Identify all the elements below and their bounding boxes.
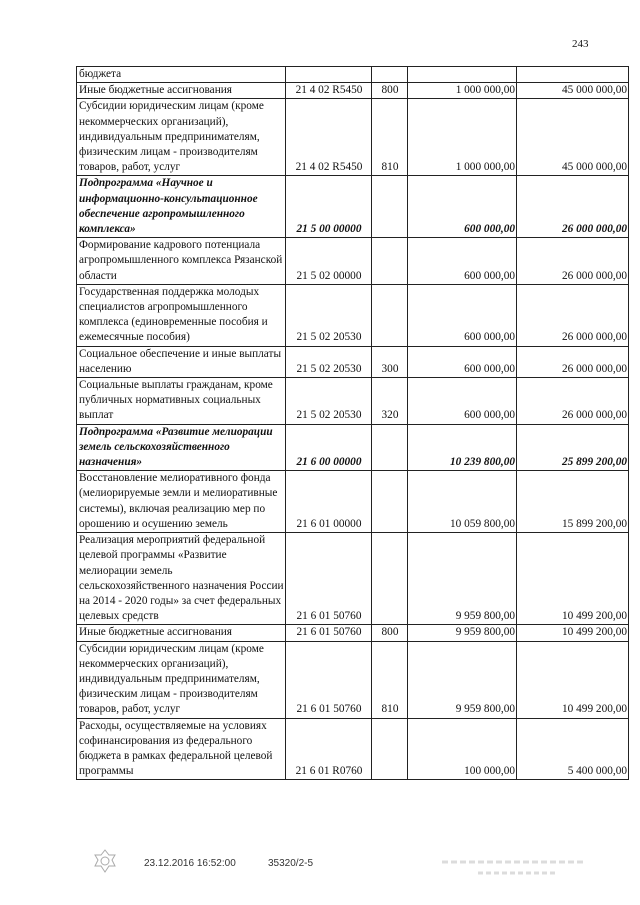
row-kvr-cell [372, 424, 408, 471]
row-amount-2018-cell: 26 000 000,00 [517, 176, 629, 238]
row-name-cell: Государственная поддержка молодых специалистов агропромышленного комплекса (единовременные пособия и ежемесячные пособия) [77, 284, 286, 346]
row-code-cell: 21 5 02 20530 [286, 284, 372, 346]
row-amount-2018-cell: 10 499 200,00 [517, 641, 629, 718]
row-name-cell: Расходы, осуществляемые на условиях софинансирования из федерального бюджета в рамках федеральной целевой программы [77, 718, 286, 780]
row-amount-2017-cell: 1 000 000,00 [408, 99, 517, 176]
row-code-cell: 21 6 01 50760 [286, 625, 372, 641]
row-amount-2017-cell: 9 959 800,00 [408, 533, 517, 625]
footer-document-id: 35320/2-5 [268, 858, 314, 869]
row-amount-2018-cell: 26 000 000,00 [517, 284, 629, 346]
table-row [77, 176, 629, 238]
row-amount-2017-cell [408, 67, 517, 83]
row-kvr-cell [372, 176, 408, 238]
row-name-cell: Иные бюджетные ассигнования [77, 625, 286, 641]
row-kvr-cell [372, 718, 408, 780]
row-kvr-cell [372, 471, 408, 533]
row-amount-2017-cell: 600 000,00 [408, 346, 517, 377]
row-name-cell: Социальные выплаты гражданам, кроме публичных нормативных социальных выплат [77, 378, 286, 425]
row-amount-2018-cell: 25 899 200,00 [517, 424, 629, 471]
table-row [77, 378, 629, 425]
table-row [77, 83, 629, 99]
row-name-cell: Подпрограмма «Развитие мелиорации земель сельскохозяйственного назначения» [77, 424, 286, 471]
row-name-cell: Субсидии юридическим лицам (кроме некоммерческих организаций), индивидуальным предпринимателям, физическим лицам - производителям товаров, работ, услуг [77, 99, 286, 176]
row-amount-2018-cell: 10 499 200,00 [517, 533, 629, 625]
emblem-seal-icon [92, 848, 118, 874]
row-kvr-cell: 800 [372, 625, 408, 641]
row-amount-2018-cell: 5 400 000,00 [517, 718, 629, 780]
table-row [77, 625, 629, 641]
table-row [77, 284, 629, 346]
row-code-cell: 21 6 00 00000 [286, 424, 372, 471]
row-name-cell: Подпрограмма «Научное и информационно-консультационное обеспечение агропромышленного комплекса» [77, 176, 286, 238]
table-row [77, 424, 629, 471]
row-kvr-cell: 810 [372, 641, 408, 718]
row-code-cell: 21 6 01 00000 [286, 471, 372, 533]
row-code-cell: 21 4 02 R5450 [286, 99, 372, 176]
row-amount-2018-cell: 45 000 000,00 [517, 99, 629, 176]
row-amount-2017-cell: 9 959 800,00 [408, 641, 517, 718]
row-code-cell: 21 6 01 50760 [286, 533, 372, 625]
row-amount-2018-cell: 10 499 200,00 [517, 625, 629, 641]
row-kvr-cell [372, 284, 408, 346]
row-amount-2017-cell: 600 000,00 [408, 238, 517, 285]
row-kvr-cell [372, 533, 408, 625]
row-kvr-cell: 800 [372, 83, 408, 99]
table-row [77, 346, 629, 377]
row-name-cell: Социальное обеспечение и иные выплаты населению [77, 346, 286, 377]
row-amount-2017-cell: 1 000 000,00 [408, 83, 517, 99]
row-code-cell: 21 6 01 R0760 [286, 718, 372, 780]
table-row [77, 718, 629, 780]
row-name-cell: Реализация мероприятий федеральной целевой программы «Развитие мелиорации земель сельскохозяйственного назначения России на 2014 - 2020 годы» за счет федеральных целевых средств [77, 533, 286, 625]
row-name-cell: Субсидии юридическим лицам (кроме некоммерческих организаций), индивидуальным предпринимателям, физическим лицам - производителям товаров, работ, услуг [77, 641, 286, 718]
row-name-cell: бюджета [77, 67, 286, 83]
row-amount-2017-cell: 9 959 800,00 [408, 625, 517, 641]
row-code-cell: 21 6 01 50760 [286, 641, 372, 718]
row-kvr-cell [372, 67, 408, 83]
row-amount-2018-cell: 26 000 000,00 [517, 346, 629, 377]
row-amount-2017-cell: 100 000,00 [408, 718, 517, 780]
row-code-cell: 21 4 02 R5450 [286, 83, 372, 99]
footer-timestamp: 23.12.2016 16:52:00 [144, 858, 236, 869]
row-amount-2017-cell: 600 000,00 [408, 284, 517, 346]
row-kvr-cell: 320 [372, 378, 408, 425]
row-amount-2017-cell: 10 239 800,00 [408, 424, 517, 471]
page-number: 243 [572, 38, 589, 50]
row-code-cell: 21 5 02 00000 [286, 238, 372, 285]
table-row [77, 533, 629, 625]
row-amount-2018-cell: 26 000 000,00 [517, 238, 629, 285]
row-amount-2017-cell: 10 059 800,00 [408, 471, 517, 533]
row-amount-2018-cell: 26 000 000,00 [517, 378, 629, 425]
row-kvr-cell: 300 [372, 346, 408, 377]
row-amount-2018-cell [517, 67, 629, 83]
table-row [77, 641, 629, 718]
watermark-stamp [438, 854, 588, 880]
row-code-cell [286, 67, 372, 83]
row-name-cell: Формирование кадрового потенциала агропромышленного комплекса Рязанской области [77, 238, 286, 285]
row-kvr-cell [372, 238, 408, 285]
page-footer [0, 852, 640, 892]
table-row [77, 99, 629, 176]
row-name-cell: Иные бюджетные ассигнования [77, 83, 286, 99]
budget-table [76, 66, 629, 780]
row-kvr-cell: 810 [372, 99, 408, 176]
row-amount-2017-cell: 600 000,00 [408, 176, 517, 238]
table-row [77, 67, 629, 83]
row-code-cell: 21 5 00 00000 [286, 176, 372, 238]
table-row [77, 471, 629, 533]
row-code-cell: 21 5 02 20530 [286, 346, 372, 377]
row-code-cell: 21 5 02 20530 [286, 378, 372, 425]
row-amount-2018-cell: 15 899 200,00 [517, 471, 629, 533]
table-row [77, 238, 629, 285]
row-name-cell: Восстановление мелиоративного фонда (мелиорируемые земли и мелиоративные системы), включая реализацию мер по орошению и осушению земель [77, 471, 286, 533]
row-amount-2018-cell: 45 000 000,00 [517, 83, 629, 99]
row-amount-2017-cell: 600 000,00 [408, 378, 517, 425]
